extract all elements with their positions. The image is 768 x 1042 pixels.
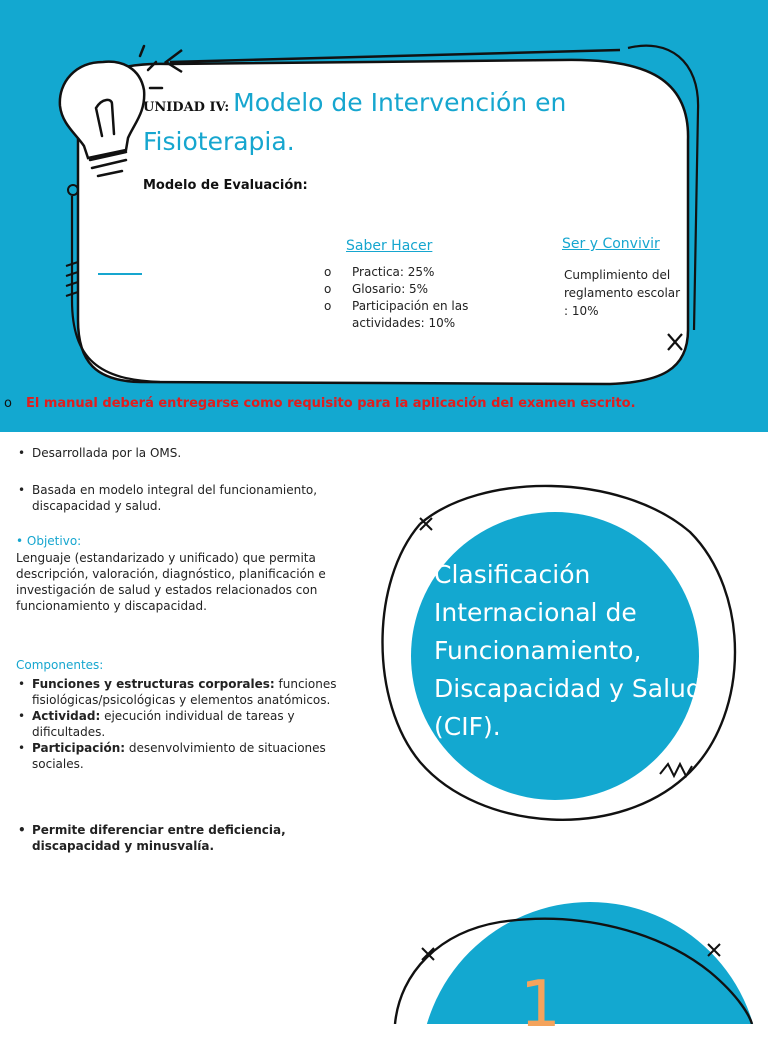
item-text: Permite diferenciar entre deficiencia, discapacidad y minusvalía. — [32, 823, 286, 853]
cross-mark — [422, 948, 434, 960]
list-item — [16, 822, 336, 854]
bullet: • — [16, 534, 24, 548]
bullet: • — [18, 446, 26, 460]
accent-line — [98, 273, 142, 275]
ring-dot — [68, 185, 78, 195]
title-text: Modelo de Intervención en Fisioterapia. — [143, 88, 567, 156]
evaluation-label: Modelo de Evaluación: — [143, 178, 308, 193]
saber-hacer-list — [324, 264, 524, 332]
blue-circle-bottom — [420, 902, 760, 1024]
list-item — [324, 281, 524, 298]
notice-line — [4, 396, 768, 411]
notice-bullet: o — [4, 396, 12, 411]
intro-list — [16, 445, 366, 461]
component-term: Actividad: — [32, 709, 101, 723]
component-desc: desenvolvimiento de situaciones sociales. — [32, 741, 326, 771]
list-item — [16, 482, 361, 514]
list-item — [324, 264, 524, 281]
cif-title: Clasificación Internacional de Funcionamiento, Discapacidad y Salud (CIF). — [434, 560, 702, 741]
component-desc: funciones fisiológicas/psicológicas y elementos anatómicos. — [32, 677, 337, 707]
item-text: Glosario: 5% — [352, 282, 429, 296]
cross-mark — [708, 944, 720, 956]
notice-text: El manual deberá entregarse como requisito para la aplicación del examen escrito. — [25, 396, 636, 411]
ser-convivir-heading: Ser y Convivir — [562, 236, 660, 252]
slide1-decoration — [0, 0, 768, 432]
saber-hacer-heading: Saber Hacer — [346, 238, 433, 254]
objetivo-text: Lenguaje (estandarizado y unificado) que permita descripción, valoración, diagnóstico, planificación e investigación de salud y estados relacionados con funcionamiento y discapacidad. — [16, 551, 326, 613]
bullet: • — [18, 741, 26, 755]
bullet: o — [324, 299, 332, 313]
zigzag-mark — [660, 764, 692, 776]
objetivo-heading — [16, 534, 81, 548]
item-text: Practica: 25% — [352, 265, 435, 279]
list-item — [324, 298, 502, 332]
list-item — [16, 740, 361, 772]
item-text: Participación en las actividades: 10% — [352, 299, 469, 330]
list-item — [16, 708, 361, 740]
component-term: Participación: — [32, 741, 126, 755]
bullet: • — [18, 483, 26, 497]
intro-list-2 — [16, 482, 361, 514]
component-desc: ejecución individual de tareas y dificultades. — [32, 709, 295, 739]
componentes-list — [16, 676, 361, 772]
final-point-list — [16, 822, 336, 854]
unit-label: UNIDAD IV: — [143, 100, 230, 115]
bullet: o — [324, 282, 332, 296]
item-text: Basada en modelo integral del funcionamiento, discapacidad y salud. — [32, 483, 318, 513]
slide-unidad-iv — [0, 0, 768, 432]
bullet: • — [18, 677, 26, 691]
bullet: • — [18, 709, 26, 723]
bullet: • — [18, 823, 26, 837]
componentes-heading: Componentes: — [16, 658, 104, 672]
section-number: 1 — [520, 968, 561, 1042]
component-term: Funciones y estructuras corporales: — [32, 677, 275, 691]
list-item — [16, 676, 361, 708]
list-item — [16, 445, 366, 461]
ser-convivir-text: Cumplimiento del reglamento escolar : 10% — [564, 268, 681, 318]
unit-title — [143, 86, 613, 159]
item-text: Desarrollada por la OMS. — [32, 446, 182, 460]
bullet: o — [324, 265, 332, 279]
objetivo-label: Objetivo: — [26, 534, 82, 548]
